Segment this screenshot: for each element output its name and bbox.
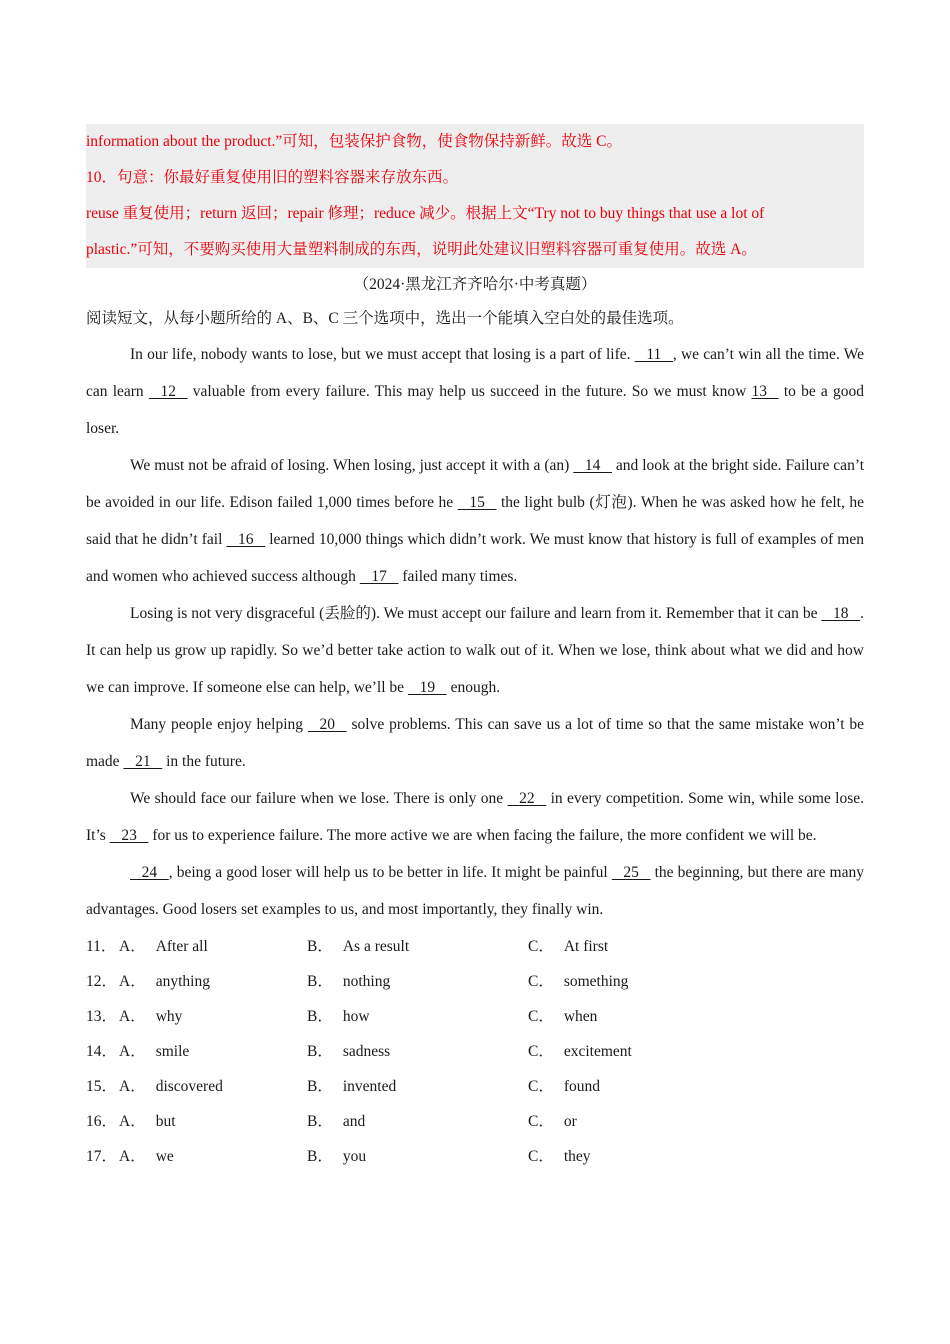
- option-letter: B．: [307, 1113, 333, 1130]
- question-options: [86, 929, 864, 1174]
- option-c[interactable]: [528, 929, 728, 964]
- blank-24: 24: [130, 864, 169, 881]
- option-letter: C．: [528, 973, 554, 990]
- option-b[interactable]: [307, 964, 528, 999]
- option-text: they: [563, 1148, 591, 1165]
- blank-18: 18: [821, 605, 861, 622]
- option-letter: B．: [307, 938, 333, 955]
- option-a[interactable]: [119, 1104, 307, 1139]
- option-text: something: [563, 973, 629, 990]
- question-number: 14．: [86, 1043, 118, 1060]
- passage-text: learned 10,000 things which didn’t work. We must know that history is full of examples of men and women who achieved success although: [86, 531, 864, 585]
- passage-paragraph: [86, 336, 864, 447]
- passage-text: We should face our failure when we lose. There is only one: [130, 790, 508, 807]
- option-text: and: [342, 1113, 366, 1130]
- question-row: [86, 1069, 864, 1104]
- question-row: [86, 1034, 864, 1069]
- blank-16: 16: [226, 531, 266, 548]
- blank-15: 15: [457, 494, 497, 511]
- passage-text: We must not be afraid of losing. When losing, just accept it with a (an): [130, 457, 574, 474]
- answer-line: information about the product.”可知，包装保护食物，使食物保持新鲜。故选 C。: [86, 133, 622, 150]
- option-text: discovered: [155, 1078, 223, 1095]
- option-letter: A．: [119, 973, 146, 990]
- answer-line: plastic.”可知，不要购买使用大量塑料制成的东西，说明此处建议旧塑料容器可重复使用。故选 A。: [86, 241, 757, 258]
- option-b[interactable]: [307, 929, 528, 964]
- blank-21: 21: [123, 753, 163, 770]
- option-text: nothing: [342, 973, 391, 990]
- option-letter: B．: [307, 1078, 333, 1095]
- question-row: [86, 1139, 864, 1174]
- option-text: As a result: [342, 938, 410, 955]
- option-a[interactable]: [119, 964, 307, 999]
- option-text: invented: [342, 1078, 397, 1095]
- passage-text: enough.: [446, 679, 501, 696]
- question-number: 13．: [86, 1008, 118, 1025]
- passage-paragraph: [86, 854, 864, 928]
- option-letter: A．: [119, 1113, 146, 1130]
- option-b[interactable]: [307, 1104, 528, 1139]
- option-text: when: [563, 1008, 598, 1025]
- option-text: found: [563, 1078, 601, 1095]
- option-letter: C．: [528, 1008, 554, 1025]
- passage-paragraph: [86, 706, 864, 780]
- passage-text: the beginning, but there are many advantages. Good losers set examples to us, and most importantly, they finally win.: [86, 864, 864, 918]
- passage-text: In our life, nobody wants to lose, but we must accept that losing is a part of life.: [130, 346, 635, 363]
- option-c[interactable]: [528, 1034, 728, 1069]
- passage-text: . It can help us grow up rapidly. So we’d better take action to walk out of it. When we lose, think about what we did and how we can improve. If someone else can help, we’ll be: [86, 605, 864, 696]
- blank-11: 11: [634, 346, 673, 363]
- passage-text: the light bulb (灯泡). When he was asked how he felt, he said that he didn’t fail: [86, 494, 865, 548]
- option-letter: B．: [307, 973, 333, 990]
- option-text: smile: [155, 1043, 190, 1060]
- question-row: [86, 1104, 864, 1139]
- passage-text: in every competition. Some win, while some lose. It’s: [86, 790, 865, 844]
- option-c[interactable]: [528, 999, 728, 1034]
- option-a[interactable]: [119, 1069, 307, 1104]
- option-text: how: [342, 1008, 370, 1025]
- passage-paragraph: [86, 447, 864, 595]
- blank-12: 12: [148, 383, 188, 400]
- option-letter: C．: [528, 938, 554, 955]
- passage-text: Many people enjoy helping: [130, 716, 308, 733]
- answer-explanation-box: [86, 124, 864, 268]
- option-letter: A．: [119, 1078, 146, 1095]
- passage-text: and look at the bright side. Failure can’t be avoided in our life. Edison failed 1,000 times before he: [86, 457, 865, 511]
- option-a[interactable]: [119, 1034, 307, 1069]
- passage-paragraph: [86, 780, 864, 854]
- question-row: [86, 929, 864, 964]
- option-text: why: [155, 1008, 183, 1025]
- question-row: [86, 964, 864, 999]
- option-letter: A．: [119, 1008, 146, 1025]
- option-text: excitement: [563, 1043, 632, 1060]
- option-b[interactable]: [307, 1139, 528, 1174]
- option-letter: B．: [307, 1008, 333, 1025]
- option-letter: B．: [307, 1148, 333, 1165]
- option-b[interactable]: [307, 999, 528, 1034]
- option-a[interactable]: [119, 999, 307, 1034]
- question-number: 17．: [86, 1148, 118, 1165]
- option-text: After all: [155, 938, 208, 955]
- option-text: sadness: [342, 1043, 391, 1060]
- passage-text: in the future.: [162, 753, 246, 770]
- option-text: or: [563, 1113, 577, 1130]
- option-text: but: [155, 1113, 176, 1130]
- passage-text: solve problems. This can save us a lot of time so that the same mistake won’t be made: [86, 716, 865, 770]
- blank-17: 17: [359, 568, 399, 585]
- option-text: anything: [155, 973, 210, 990]
- option-c[interactable]: [528, 1069, 728, 1104]
- blank-14: 14: [573, 457, 612, 474]
- option-text: you: [342, 1148, 367, 1165]
- question-number: 16．: [86, 1113, 118, 1130]
- option-text: At first: [563, 938, 609, 955]
- question-row: [86, 999, 864, 1034]
- document-page: [86, 124, 864, 1174]
- option-letter: B．: [307, 1043, 333, 1060]
- option-text: we: [155, 1148, 174, 1165]
- blank-23: 23: [109, 827, 149, 844]
- option-a[interactable]: [119, 929, 307, 964]
- question-number: 15．: [86, 1078, 118, 1095]
- option-b[interactable]: [307, 1034, 528, 1069]
- option-letter: C．: [528, 1113, 554, 1130]
- question-number: 11．: [86, 938, 117, 955]
- passage-text: valuable from every failure. This may help us succeed in the future. So we must know: [187, 383, 752, 400]
- option-letter: A．: [119, 938, 146, 955]
- option-c[interactable]: [528, 1139, 728, 1174]
- option-letter: C．: [528, 1078, 554, 1095]
- blank-19: 19: [407, 679, 447, 696]
- passage-text: for us to experience failure. The more active we are when facing the failure, the more confident we will be.: [148, 827, 817, 844]
- option-letter: C．: [528, 1148, 554, 1165]
- option-letter: A．: [119, 1148, 146, 1165]
- passage-paragraph: [86, 595, 864, 706]
- blank-13: 13: [751, 383, 779, 400]
- instruction: 阅读短文，从每小题所给的 A、B、C 三个选项中，选出一个能填入空白处的最佳选项。: [86, 310, 684, 327]
- blank-25: 25: [611, 864, 651, 881]
- option-letter: C．: [528, 1043, 554, 1060]
- exam-source: （2024·黑龙江齐齐哈尔·中考真题）: [353, 276, 597, 293]
- answer-line: reuse 重复使用；return 返回；repair 修理；reduce 减少。根据上文“Try not to buy things that use a lot of: [86, 205, 765, 222]
- passage-text: , we can’t win all the time. We can learn: [86, 346, 865, 400]
- blank-20: 20: [307, 716, 347, 733]
- blank-22: 22: [507, 790, 547, 807]
- option-c[interactable]: [528, 964, 728, 999]
- passage-text: failed many times.: [398, 568, 518, 585]
- option-c[interactable]: [528, 1104, 728, 1139]
- option-b[interactable]: [307, 1069, 528, 1104]
- option-letter: A．: [119, 1043, 146, 1060]
- answer-line: 10．句意：你最好重复使用旧的塑料容器来存放东西。: [86, 169, 459, 186]
- passage-text: , being a good loser will help us to be better in life. It might be painful: [168, 864, 612, 881]
- passage-text: to be a good loser.: [86, 383, 864, 437]
- passage-text: Losing is not very disgraceful (丢脸的). We must accept our failure and learn from it. Remember that it can be: [130, 605, 822, 622]
- option-a[interactable]: [119, 1139, 307, 1174]
- question-number: 12．: [86, 973, 118, 990]
